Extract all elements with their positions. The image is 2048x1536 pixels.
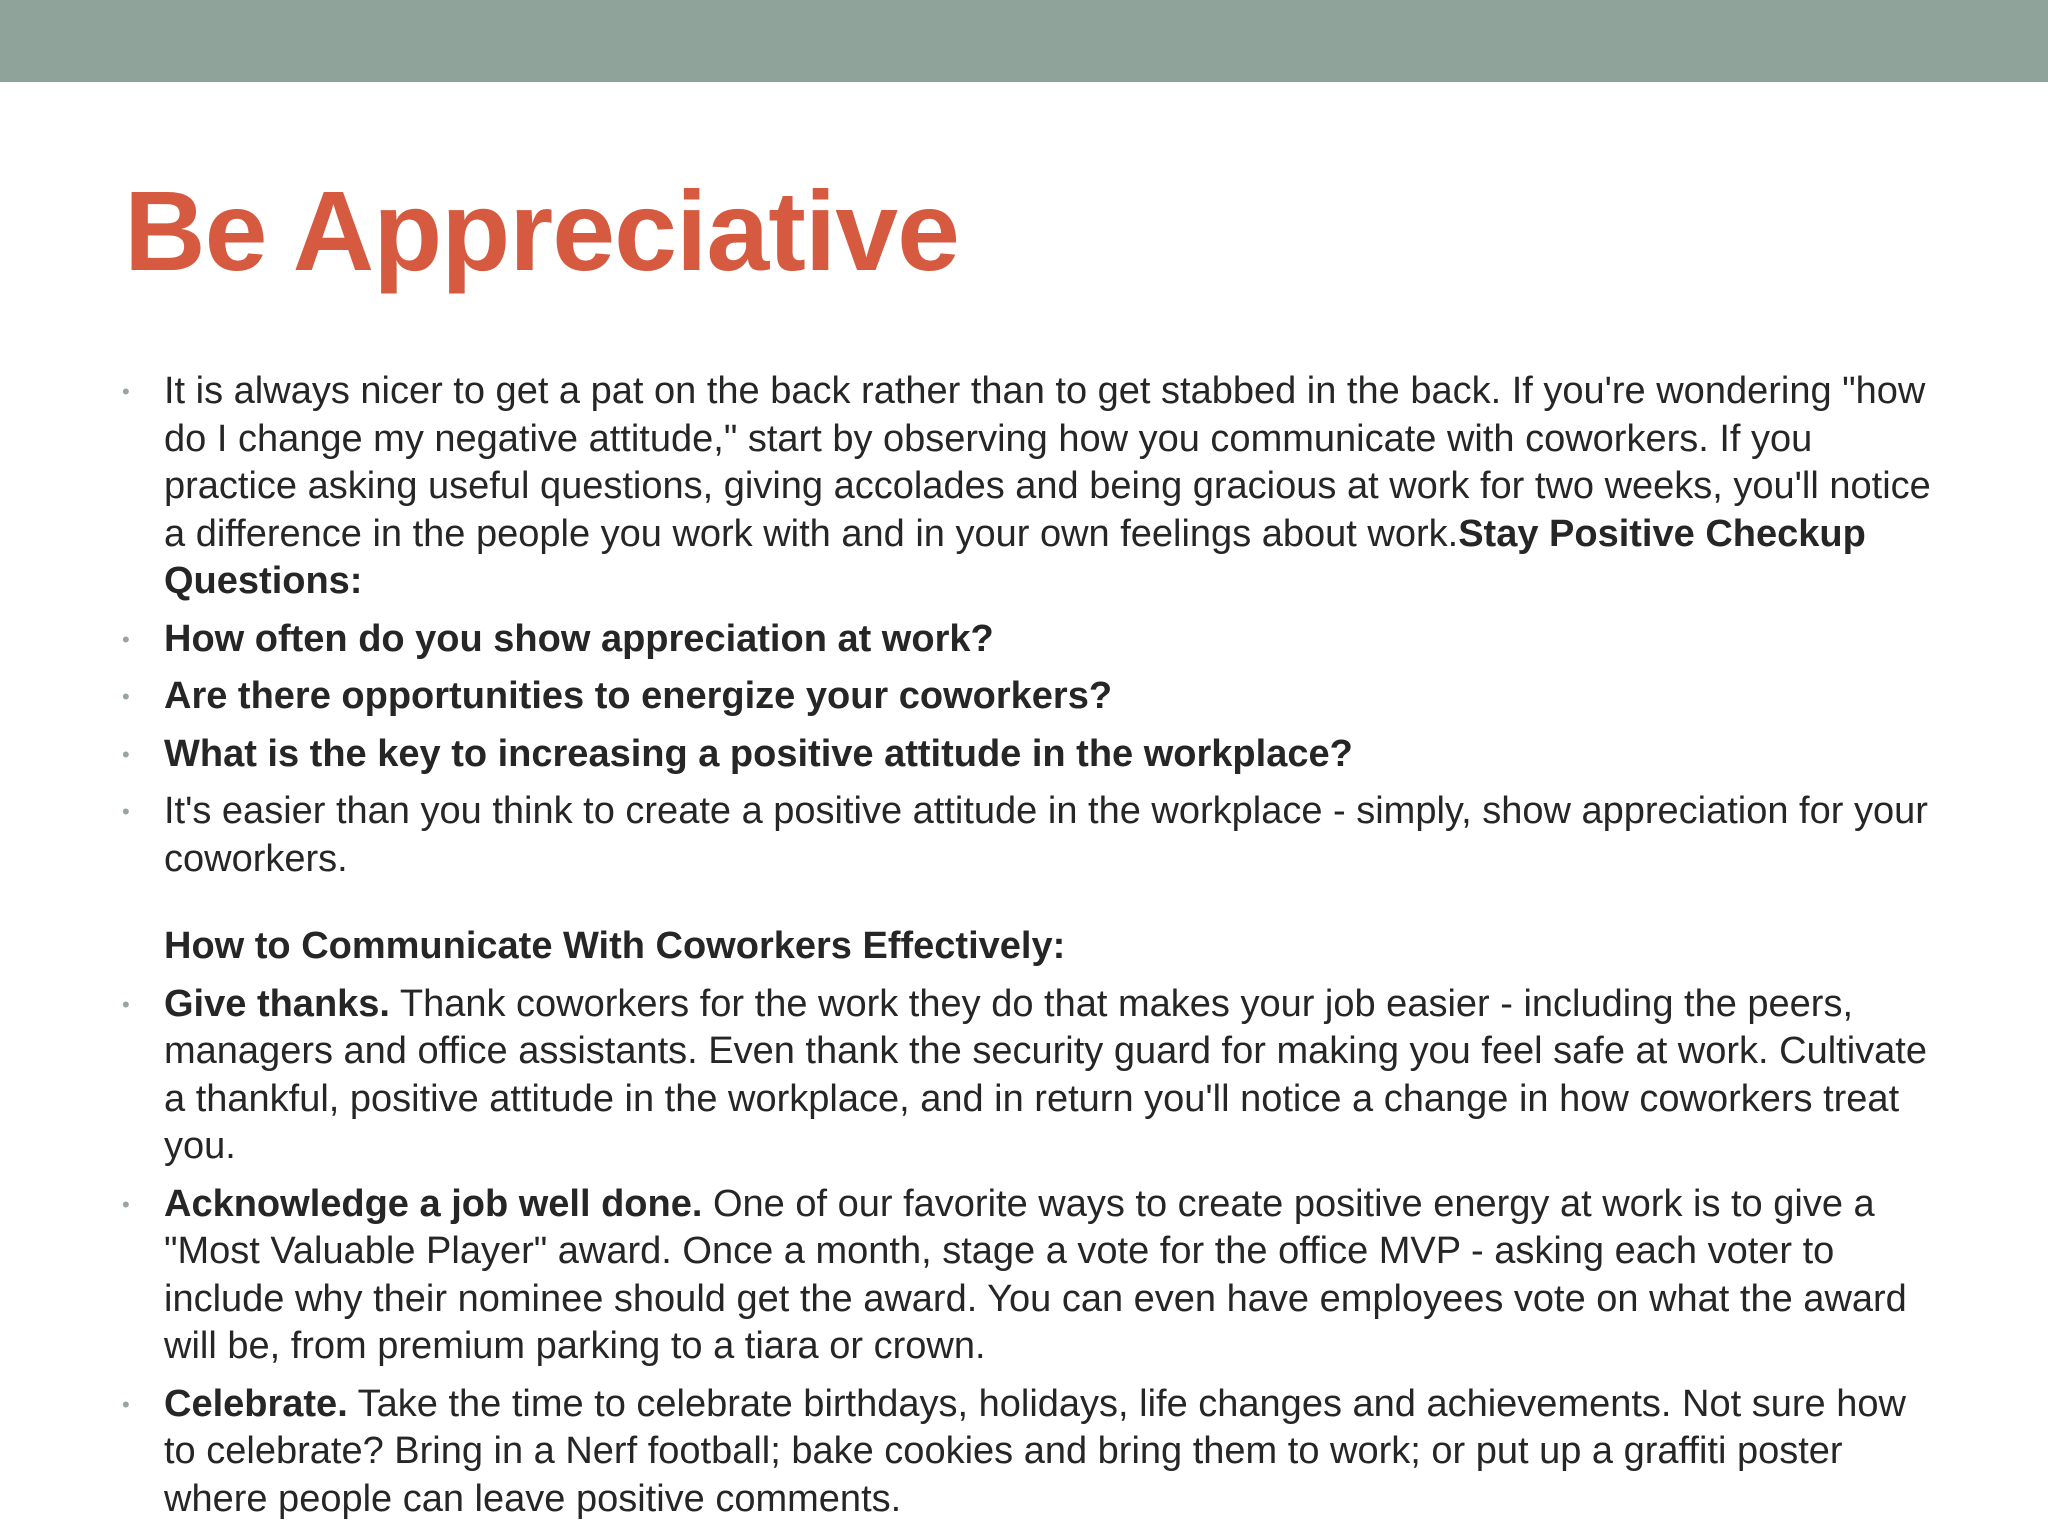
bullet-bold-text: How often do you show appreciation at work? [164, 617, 994, 660]
bullet-item [118, 616, 1938, 664]
tip-text: Take the time to celebrate birthdays, holidays, life changes and achievements. Not sure how to celebrate? Bring in a Nerf football; bake cookies and bring them to work; or put up a graffiti poster where people can leave positive comments. [164, 1382, 1906, 1520]
bullet-icon: • [122, 626, 130, 652]
tip-item [118, 981, 1938, 1171]
bullet-item [118, 368, 1938, 606]
tip-bold-text: Acknowledge a job well done. [164, 1182, 703, 1225]
bullet-icon: • [122, 741, 130, 767]
tip-bold-text: Give thanks. [164, 982, 390, 1025]
bullet-item [118, 731, 1938, 779]
section-heading: How to Communicate With Coworkers Effectively: [164, 925, 1066, 967]
bullet-icon: • [122, 379, 130, 404]
tip-item [118, 1381, 1938, 1524]
bullet-icon: • [122, 799, 130, 824]
header-band [0, 0, 2048, 82]
bullet-text: It is always nicer to get a pat on the back rather than to get stabbed in the back. If you're wondering "how do I change my negative attitude," start by observing how you communicate with coworkers. If you practice asking useful questions, giving accolades and being gracious at work for two weeks, you'll notice a difference in the people you work with and in your own feelings about work. [164, 370, 1931, 555]
bullet-bold-text: Are there opportunities to energize your coworkers? [164, 675, 1113, 717]
slide-title: Be Appreciative [124, 168, 959, 294]
bullet-icon: • [122, 991, 130, 1017]
bullet-icon: • [122, 684, 130, 709]
bullet-item [118, 788, 1938, 883]
bullet-bold-text: Stay Positive Checkup Questions: [164, 512, 1866, 602]
bullet-bold-text: What is the key to increasing a positive attitude in the workplace? [164, 732, 1353, 775]
tip-item [118, 1181, 1938, 1371]
bullet-icon: • [122, 1191, 130, 1217]
tip-bold-text: Celebrate. [164, 1382, 348, 1425]
bullet-item [118, 673, 1938, 721]
tip-text: Thank coworkers for the work they do that makes your job easier - including the peers, managers and office assistants. Even thank the security guard for making you feel safe at work. Cultivate a thankful, positive attitude in the workplace, and in return you'll notice a change in how coworkers treat you. [164, 982, 1927, 1167]
tip-text: One of our favorite ways to create positive energy at work is to give a "Most Valuable Player" award. Once a month, stage a vote for the office MVP - asking each voter to include why their nominee should get the award. You can even have employees vote on what the award will be, from premium parking to a tiara or crown. [164, 1182, 1907, 1367]
slide-body [118, 368, 1938, 1533]
section-heading-row [118, 923, 1938, 971]
bullet-text: It's easier than you think to create a positive attitude in the workplace - simply, show appreciation for your coworkers. [164, 790, 1928, 880]
bullet-icon: • [122, 1391, 130, 1417]
